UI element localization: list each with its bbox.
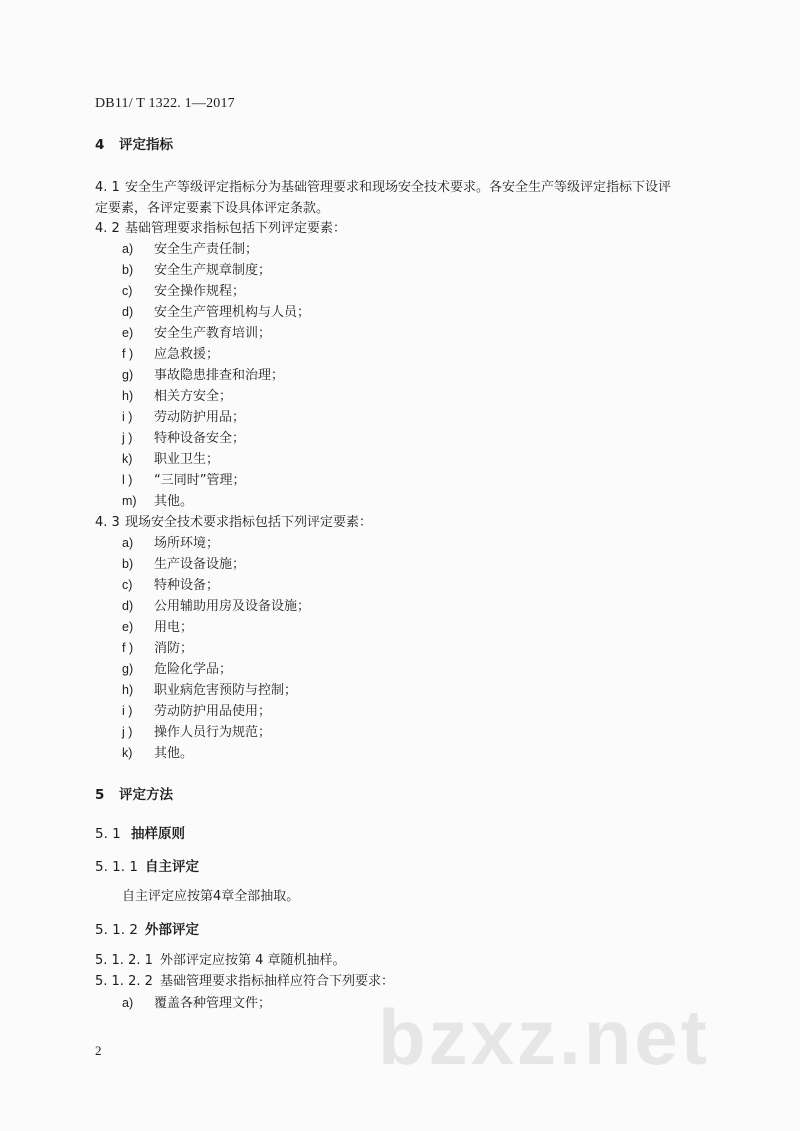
list-item: d) 公用辅助用房及设备设施；: [122, 599, 311, 614]
list-item: f ) 应急救援；: [122, 347, 220, 362]
list-item: a) 安全生产责任制；: [122, 242, 259, 257]
section-4-heading: [95, 133, 173, 153]
list-item: a) 场所环境；: [122, 536, 220, 551]
watermark: bzxz.net: [378, 993, 710, 1081]
clause-text: 基础管理要求指标包括下列评定要素：: [125, 221, 347, 236]
document-code-header: DB11/ T 1322. 1—2017: [95, 96, 235, 111]
list-item: g) 危险化学品；: [122, 662, 233, 677]
page-number: 2: [95, 1043, 102, 1058]
clause-4-3: [95, 511, 372, 530]
section-number: 5. 1. 1: [95, 859, 138, 875]
clause-number: 5. 1. 2. 1: [95, 953, 153, 968]
list-item: g) 事故隐患排查和治理；: [122, 368, 285, 383]
list-item: a) 覆盖各种管理文件；: [122, 996, 272, 1011]
section-number: 5: [95, 787, 105, 803]
list-item: f ) 消防；: [122, 641, 194, 656]
clause-5-1-2-1: [95, 949, 346, 968]
clause-number: 4. 1: [95, 180, 120, 195]
section-number: 5. 1. 2: [95, 922, 138, 938]
subsection-5-1-heading: [95, 822, 185, 842]
list-item: j ) 操作人员行为规范；: [122, 725, 272, 740]
clause-text: 现场安全技术要求指标包括下列评定要素：: [125, 515, 373, 530]
list-item: l ) “三同时”管理；: [122, 473, 246, 488]
clause-number: 4. 2: [95, 221, 120, 236]
subsection-5-1-2-heading: [95, 918, 199, 938]
clause-text: 安全生产等级评定指标分为基础管理要求和现场安全技术要求。各安全生产等级评定指标下设评: [125, 180, 672, 195]
list-item: i ) 劳动防护用品使用；: [122, 704, 272, 719]
section-number: 5. 1: [95, 826, 121, 842]
section-title: 外部评定: [145, 922, 199, 938]
list-item: c) 特种设备；: [122, 578, 220, 593]
clause-text: 外部评定应按第 4 章随机抽样。: [160, 953, 346, 968]
clause-4-1-line1: [95, 176, 671, 195]
section-title: 抽样原则: [131, 826, 185, 842]
section-title: 评定指标: [119, 137, 173, 153]
list-item: b) 生产设备设施；: [122, 557, 246, 572]
list-item: m) 其他。: [122, 494, 194, 509]
clause-4-2: [95, 217, 346, 236]
list-item: h) 职业病危害预防与控制；: [122, 683, 298, 698]
section-number: 4: [95, 137, 105, 153]
list-item: e) 用电；: [122, 620, 194, 635]
list-item: k) 职业卫生；: [122, 452, 220, 467]
section-5-heading: [95, 783, 173, 803]
clause-number: 5. 1. 2. 2: [95, 974, 153, 989]
section-title: 评定方法: [119, 787, 173, 803]
list-item: h) 相关方安全；: [122, 389, 233, 404]
list-item: i ) 劳动防护用品；: [122, 410, 246, 425]
list-item: c) 安全操作规程；: [122, 284, 246, 299]
clause-4-1-line2: 定要素，各评定要素下设具体评定条款。: [95, 201, 330, 216]
section-title: 自主评定: [145, 859, 199, 875]
clause-number: 4. 3: [95, 515, 120, 530]
list-item: j ) 特种设备安全；: [122, 431, 246, 446]
list-item: k) 其他。: [122, 746, 194, 761]
list-item: d) 安全生产管理机构与人员；: [122, 305, 311, 320]
list-item: b) 安全生产规章制度；: [122, 263, 272, 278]
clause-5-1-1-text: 自主评定应按第4章全部抽取。: [122, 889, 300, 904]
clause-text: 基础管理要求指标抽样应符合下列要求：: [160, 974, 395, 989]
subsection-5-1-1-heading: [95, 855, 199, 875]
clause-5-1-2-2: [95, 970, 394, 989]
list-item: e) 安全生产教育培训；: [122, 326, 272, 341]
